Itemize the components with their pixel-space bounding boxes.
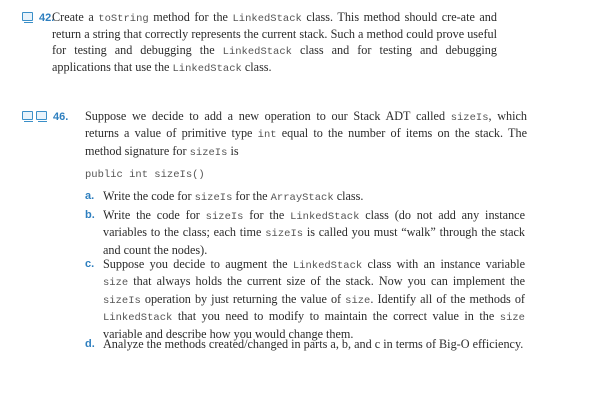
code-term: LinkedStack [292, 260, 363, 272]
code-term: LinkedStack [290, 211, 360, 223]
code-term: LinkedStack [232, 13, 302, 25]
text-segment: class. [333, 189, 364, 203]
code-term: sizeIs [189, 146, 228, 159]
problem-46-header [22, 109, 68, 125]
text-segment: class and for testing and debugging applications that use the [52, 42, 497, 75]
computer-screen-icon [22, 12, 33, 21]
method-signature: public int sizeIs() [85, 169, 205, 181]
code-term: size [345, 294, 371, 307]
part-text: Analyze the methods created/changed in parts a, b, and c in terms of Big-O efficiency. [103, 337, 524, 351]
computer-screen-icon [22, 111, 33, 120]
text-segment: variable and describe how you would change them. [103, 326, 354, 341]
problem-number: 42. [39, 12, 55, 24]
part-a [85, 189, 525, 206]
code-term: sizeIs [265, 228, 304, 241]
text-segment: that always holds the current size of the stack. Now you can implement the [128, 274, 525, 289]
part-text [103, 208, 525, 258]
text-segment: Write the code for [103, 189, 195, 203]
text-segment: is called you must “walk” through the stack and count the nodes). [103, 225, 526, 257]
part-letter: a. [85, 190, 95, 202]
code-term: sizeIs [450, 112, 489, 124]
code-term: LinkedStack [103, 312, 173, 325]
part-d [85, 337, 525, 352]
problem-42-text [52, 10, 497, 78]
text-segment: is [227, 143, 239, 158]
text-segment: for the [243, 208, 291, 222]
code-term: int [257, 129, 277, 142]
text-segment: , which returns a value of primitive type [85, 109, 527, 141]
problem-number: 46. [53, 111, 69, 123]
code-term: size [499, 312, 525, 325]
code-term: size [103, 277, 129, 290]
text-segment: method for the [148, 10, 233, 24]
text-segment: class. This method should cre-ate and return a string that correctly represents the current stack. Such a method could prove useful for testing and debugging the [52, 10, 497, 57]
computer-screen-icon [36, 111, 47, 120]
code-term: LinkedStack [172, 63, 242, 76]
text-segment: . Identify all of the methods of [370, 291, 525, 306]
text-segment: that you need to modify to maintain the correct value in the [172, 309, 500, 324]
text-segment: Create a [52, 10, 99, 24]
part-letter: c. [85, 258, 95, 270]
text-segment: Suppose we decide to add a new operation to our Stack ADT called [85, 109, 451, 123]
part-letter: b. [85, 209, 95, 221]
text-segment: operation by just returning the value of [140, 291, 346, 306]
problem-46-text [85, 109, 527, 161]
code-term: ArrayStack [270, 192, 334, 204]
part-b [85, 208, 525, 258]
code-term: sizeIs [103, 294, 141, 307]
problem-46 [0, 109, 560, 409]
code-term: LinkedStack [222, 45, 292, 58]
text-segment: class (do not add any instance variables to the class; each time [103, 208, 525, 240]
part-c [85, 257, 525, 342]
text-segment: class. [241, 60, 272, 75]
code-term: sizeIs [205, 211, 244, 223]
code-term: toString [98, 13, 149, 25]
part-text [103, 189, 525, 206]
text-segment: Write the code for [103, 208, 206, 222]
text-segment: Suppose you decide to augment the [103, 257, 293, 271]
part-letter: d. [85, 338, 95, 350]
text-segment: equal to the number of items on the stack. The method signature for [85, 126, 527, 158]
problem-42-header [22, 10, 54, 26]
text-segment: for the [232, 189, 271, 203]
code-term: sizeIs [194, 192, 233, 204]
problem-42 [0, 10, 520, 80]
part-text [103, 257, 525, 342]
text-segment: class with an instance variable [362, 257, 525, 271]
